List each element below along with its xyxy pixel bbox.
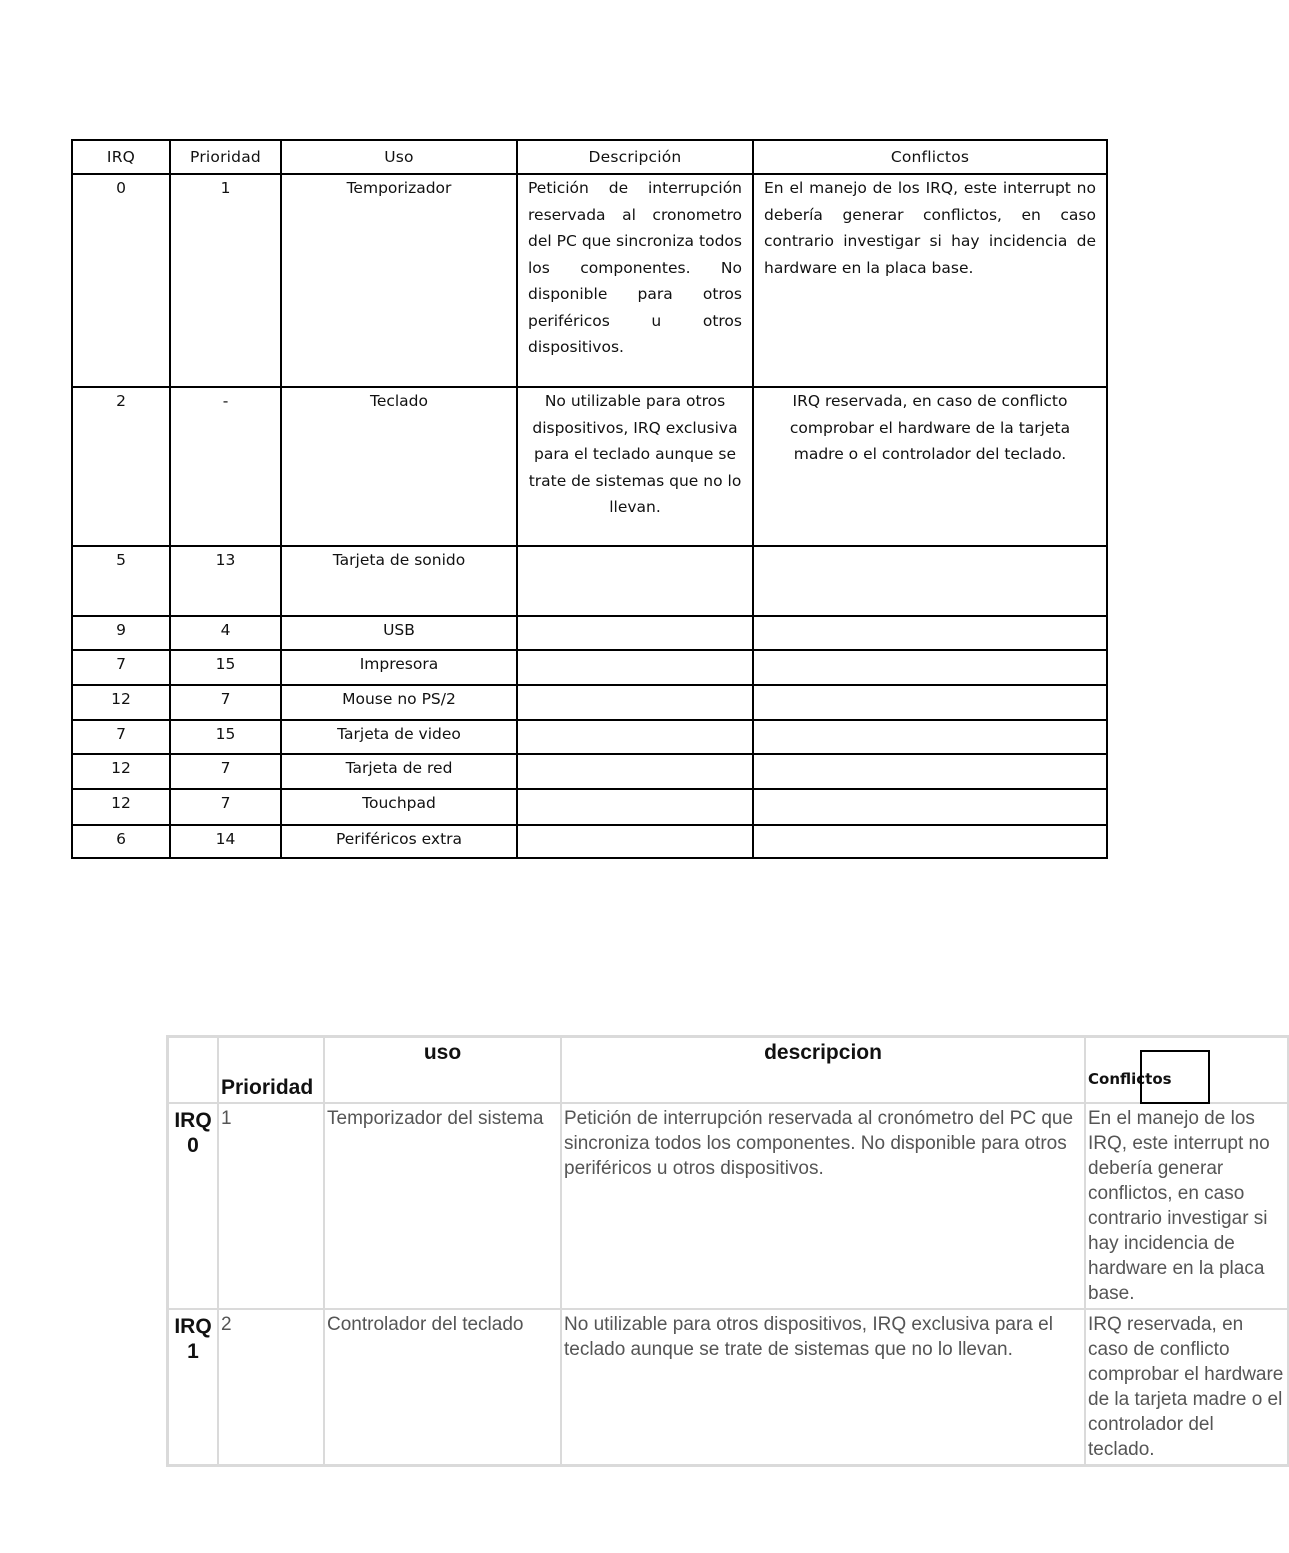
cell-prioridad: 13 (170, 546, 281, 616)
header-irq (169, 1038, 219, 1104)
cell-prioridad: 1 (219, 1104, 325, 1310)
header-descripcion: descripcion (562, 1038, 1086, 1104)
cell-descripcion (517, 616, 753, 650)
cell-conflictos: IRQ reservada, en caso de conflicto comprobar el hardware de la tarjeta madre o el controlador del teclado. (753, 387, 1107, 546)
cell-irq (169, 1310, 219, 1464)
table-header-row (169, 1038, 1289, 1104)
cell-prioridad: 14 (170, 825, 281, 858)
cell-uso: Temporizador (281, 174, 517, 387)
cell-uso: Temporizador del sistema (325, 1104, 562, 1310)
header-conflictos: Conflictos (1086, 1038, 1289, 1104)
cell-prioridad: 7 (170, 685, 281, 720)
header-uso: Uso (281, 140, 517, 174)
cell-irq: 7 (72, 650, 170, 685)
cell-conflictos (753, 825, 1107, 858)
table-row (72, 616, 1107, 650)
irq-web-table (166, 1035, 1289, 1467)
cell-prioridad: - (170, 387, 281, 546)
header-descripcion: Descripción (517, 140, 753, 174)
cell-descripcion (517, 685, 753, 720)
cell-descripcion (517, 546, 753, 616)
cell-prioridad: 1 (170, 174, 281, 387)
cell-uso: Touchpad (281, 789, 517, 825)
cell-uso: Tarjeta de red (281, 754, 517, 789)
cell-uso: Controlador del teclado (325, 1310, 562, 1464)
cell-irq: 6 (72, 825, 170, 858)
cell-conflictos: En el manejo de los IRQ, este interrupt no debería generar conflictos, en caso contrario investigar si hay incidencia de hardware en la placa base. (1086, 1104, 1289, 1310)
table-row (72, 825, 1107, 858)
cell-conflictos (753, 685, 1107, 720)
cell-descripcion: No utilizable para otros dispositivos, IRQ exclusiva para el teclado aunque se trate de sistemas que no lo llevan. (517, 387, 753, 546)
cell-uso: Impresora (281, 650, 517, 685)
cell-conflictos: En el manejo de los IRQ, este interrupt no debería generar conflictos, en caso contrario investigar si hay incidencia de hardware en la placa base. (753, 174, 1107, 387)
cell-irq: 7 (72, 720, 170, 754)
table-row (72, 754, 1107, 789)
table-row (72, 174, 1107, 387)
table-row (72, 546, 1107, 616)
cell-conflictos (753, 754, 1107, 789)
cell-prioridad: 7 (170, 754, 281, 789)
cell-conflictos (753, 650, 1107, 685)
cell-descripcion (517, 789, 753, 825)
cell-prioridad: 15 (170, 720, 281, 754)
irq-label: IRQ (174, 1315, 212, 1338)
irq-table (71, 139, 1108, 859)
cell-prioridad: 4 (170, 616, 281, 650)
cell-prioridad: 7 (170, 789, 281, 825)
cell-descripcion (517, 754, 753, 789)
cell-irq: 12 (72, 789, 170, 825)
cell-irq: 2 (72, 387, 170, 546)
header-conflictos: Conflictos (753, 140, 1107, 174)
cell-irq: 12 (72, 754, 170, 789)
selection-box (1140, 1050, 1210, 1104)
cell-descripcion (517, 650, 753, 685)
irq-number: 1 (187, 1340, 199, 1363)
cell-uso: Teclado (281, 387, 517, 546)
header-uso: uso (325, 1038, 562, 1104)
cell-irq (169, 1104, 219, 1310)
cell-irq: 5 (72, 546, 170, 616)
cell-irq: 12 (72, 685, 170, 720)
cell-uso: Tarjeta de video (281, 720, 517, 754)
table-row (72, 650, 1107, 685)
cell-uso: USB (281, 616, 517, 650)
cell-descripcion: No utilizable para otros dispositivos, IRQ exclusiva para el teclado aunque se trate de sistemas que no lo llevan. (562, 1310, 1086, 1464)
irq-label: IRQ (174, 1109, 212, 1132)
table-row (72, 720, 1107, 754)
cell-uso: Periféricos extra (281, 825, 517, 858)
cell-prioridad: 2 (219, 1310, 325, 1464)
cell-conflictos: IRQ reservada, en caso de conflicto comprobar el hardware de la tarjeta madre o el controlador del teclado. (1086, 1310, 1289, 1464)
table-header-row (72, 140, 1107, 174)
cell-conflictos (753, 546, 1107, 616)
cell-descripcion (517, 720, 753, 754)
table-row (169, 1104, 1289, 1310)
cell-irq: 0 (72, 174, 170, 387)
cell-prioridad: 15 (170, 650, 281, 685)
header-irq: IRQ (72, 140, 170, 174)
cell-descripcion (517, 825, 753, 858)
table-row (169, 1310, 1289, 1464)
irq-number: 0 (187, 1134, 199, 1157)
header-prioridad: Prioridad (170, 140, 281, 174)
cell-conflictos (753, 616, 1107, 650)
cell-descripcion: Petición de interrupción reservada al cronometro del PC que sincroniza todos los componentes. No disponible para otros periféricos u otros dispositivos. (517, 174, 753, 387)
cell-irq: 9 (72, 616, 170, 650)
cell-conflictos (753, 720, 1107, 754)
cell-uso: Tarjeta de sonido (281, 546, 517, 616)
table-row (72, 789, 1107, 825)
table-row (72, 685, 1107, 720)
cell-descripcion: Petición de interrupción reservada al cronómetro del PC que sincroniza todos los componentes. No disponible para otros periféricos u otros dispositivos. (562, 1104, 1086, 1310)
cell-conflictos (753, 789, 1107, 825)
header-prioridad: Prioridad (219, 1038, 325, 1104)
table-row (72, 387, 1107, 546)
cell-uso: Mouse no PS/2 (281, 685, 517, 720)
